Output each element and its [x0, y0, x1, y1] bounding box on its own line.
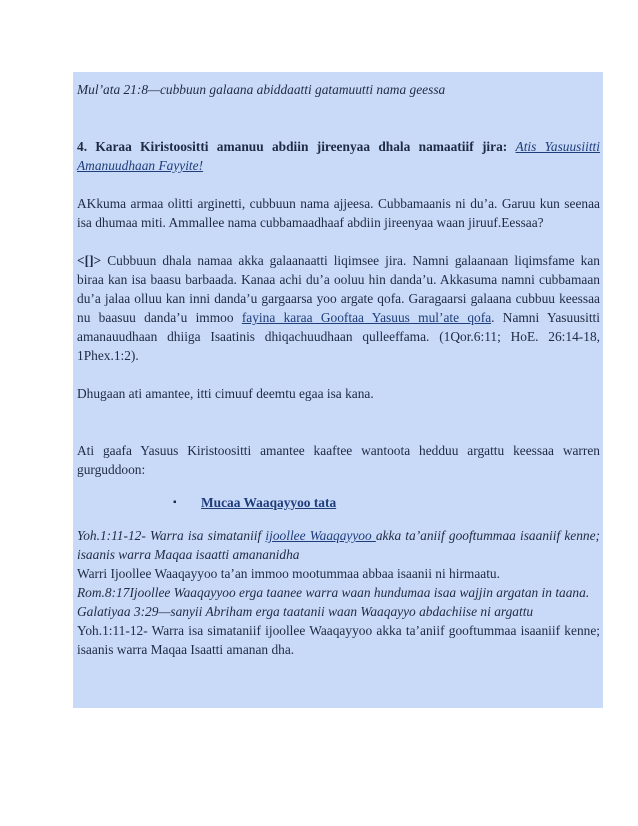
paragraph-marker: <[]> [77, 253, 102, 268]
verse-john-repeat: Yoh.1:11-12- Warra isa simataniif ijoollee Waaqayyoo akka ta’aniif gooftummaa isaaniif kenne; isaanis warra Maqaa Isaatti amanan dha. [77, 623, 600, 657]
verse-john [77, 526, 600, 564]
verse-john-a: Yoh.1:11-12- Warra isa simataniif [77, 528, 266, 543]
paragraph-intro: AKkuma armaa olitti arginetti, cubbuun nama ajjeesa. Cubbamaanis ni du’a. Garuu kun seenaa isa dhumaa miti. Ammallee nama cubbamaadhaaf abdiin jireenyaa waan jiruuf.Eessaa? [77, 196, 600, 230]
paragraph-explanation [77, 251, 600, 365]
verse-kingdom: Warri Ijoollee Waaqayyoo ta’an immoo mootummaa abbaa isaanii ni hirmaatu. [77, 566, 500, 581]
section-heading-link[interactable]: Atis Yasuusiitti Amanuudhaan Fayyite! [77, 139, 600, 173]
verse-john-b: akka ta’aniif gooftummaa isaaniif kenne; isaanis warra Maqaa isaatti amananidha [77, 528, 601, 562]
verse-galatians: Galatiyaa 3:29—sanyii Abriham erga taatanii waan Waaqayyo abdachiise ni argattu [77, 604, 534, 619]
verse-romans: Rom.8:17Ijoollee Waaqayyoo erga taanee warra waan hundumaa isaa wajjin argatan in taana. [77, 585, 590, 600]
content-panel [73, 72, 603, 708]
bullet-icon: ▪ [173, 497, 177, 508]
section-heading [77, 137, 600, 175]
children-of-god-link[interactable]: ijoollee Waaqayyoo [265, 528, 376, 543]
paragraph-text-a: Cubbuun dhala namaa akka galaanaatti liqimsee jira. Namni galaanaan liqimsfame kan biraa kan isa baasu barbaada. Kanaa achi du’a ooluu hin danda’u. Akkasuma namni cubbamaan du’a jalaa olluu kan inni danda’u gargaarsa yoo argate qofa. Garagaarsi galaana cubbuu keessaa nu baasuu danda’u immoo [77, 253, 600, 325]
paragraph-truth: Dhugaan ati amantee, itti cimuuf deemtu egaa isa kana. [77, 386, 374, 401]
bullet-item [173, 493, 600, 512]
bullet-link[interactable]: Mucaa Waaqayyoo tata [201, 495, 337, 510]
paragraph-benefits: Ati gaafa Yasuus Kiristoositti amantee kaaftee wantoota hedduu argattu keessaa warren gurguddoon: [77, 443, 600, 477]
salvation-link[interactable]: fayina karaa Gooftaa Yasuus mul’ate qofa [241, 310, 492, 325]
paragraph-text-b: . Namni Yasuusitti amanauudhaan dhiiga Isaatinis dhiqachuudhaan qulleeffama. (1Qor.6:11; HoE. 26:14-18, 1Phex.1:2). [77, 310, 600, 363]
verse-reference: Mul’ata 21:8—cubbuun galaana abiddaatti gatamuutti nama geessa [77, 82, 446, 97]
section-heading-text: 4. Karaa Kiristoositti amanuu abdiin jireenyaa dhala namaatiif jira: [77, 139, 508, 154]
